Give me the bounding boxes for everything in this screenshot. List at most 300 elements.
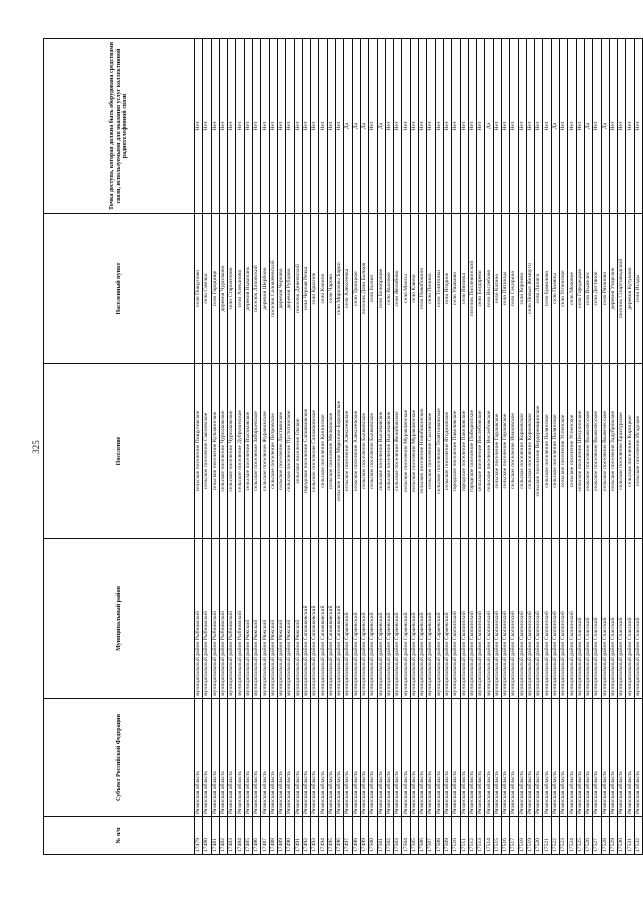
table-row [294, 39, 302, 855]
cell-num: 17516 [501, 817, 509, 855]
cell-locality: село Успенское [560, 214, 568, 364]
cell-access: Нет [211, 39, 219, 214]
cell-locality: село Ушаково [452, 214, 460, 364]
cell-district: муниципальный район Сараевский [419, 539, 427, 699]
cell-access: Нет [269, 39, 277, 214]
cell-locality: село Мансы [402, 214, 410, 364]
table-row [286, 39, 294, 855]
cell-num: 17531 [626, 817, 634, 855]
cell-access: Нет [327, 39, 335, 214]
cell-access: Да [344, 39, 352, 214]
table-body [195, 39, 643, 855]
cell-settlement: сельское поселение Алексеевское [352, 364, 360, 539]
cell-access: Да [551, 39, 559, 214]
cell-subject: Рязанская область [219, 699, 227, 817]
cell-locality: село Черная Речка [302, 214, 310, 364]
cell-num: 17506 [419, 817, 427, 855]
cell-locality: село Старолетово [228, 214, 236, 364]
cell-access: Нет [319, 39, 327, 214]
cell-num: 17494 [319, 817, 327, 855]
cell-district: муниципальный район Сапожковский [311, 539, 319, 699]
cell-locality: село Ермолово [543, 214, 551, 364]
cell-district: муниципальный район Спасский [601, 539, 609, 699]
table-row [244, 39, 252, 855]
cell-num: 17480 [203, 817, 211, 855]
table-row [452, 39, 460, 855]
cell-access: Нет [618, 39, 626, 214]
cell-num: 17514 [485, 817, 493, 855]
cell-num: 17491 [294, 817, 302, 855]
cell-settlement: сельское поселение Шелухинское [576, 364, 584, 539]
cell-subject: Рязанская область [493, 699, 501, 817]
cell-subject: Рязанская область [518, 699, 526, 817]
cell-num: 17495 [327, 817, 335, 855]
cell-settlement: сельское поселение Высоковское [377, 364, 385, 539]
cell-subject: Рязанская область [460, 699, 468, 817]
table-row [219, 39, 227, 855]
cell-district: муниципальный район Скопинский [485, 539, 493, 699]
cell-subject: Рязанская область [253, 699, 261, 817]
cell-district: муниципальный район Скопинский [468, 539, 476, 699]
cell-subject: Рязанская область [543, 699, 551, 817]
cell-settlement: сельское поселение Выжелесское [584, 364, 592, 539]
cell-locality: село Троицкое [352, 214, 360, 364]
cell-locality: село Богдарево [477, 214, 485, 364]
cell-locality: поселок Дачи Бычков [360, 214, 368, 364]
table-row [253, 39, 261, 855]
cell-access: Нет [609, 39, 617, 214]
cell-district: муниципальный район Скопинский [452, 539, 460, 699]
table-row [634, 39, 642, 855]
cell-num: 17485 [244, 817, 252, 855]
cell-district: муниципальный район Ряжский [294, 539, 302, 699]
cell-num: 17484 [236, 817, 244, 855]
cell-subject: Рязанская область [277, 699, 285, 817]
cell-subject: Рязанская область [311, 699, 319, 817]
table-row [327, 39, 335, 855]
cell-settlement: сельское поселение Пощуповское [195, 364, 203, 539]
cell-settlement: сельское поселение Успенское [568, 364, 576, 539]
cell-district: муниципальный район Спасский [609, 539, 617, 699]
cell-access: Нет [369, 39, 377, 214]
cell-access: Нет [203, 39, 211, 214]
cell-access: Да [584, 39, 592, 214]
cell-num: 17487 [261, 817, 269, 855]
cell-locality: село Корнево [518, 214, 526, 364]
cell-locality: село Ягодное [443, 214, 451, 364]
cell-district: муниципальный район Спасский [626, 539, 634, 699]
cell-subject: Рязанская область [427, 699, 435, 817]
cell-num: 17486 [253, 817, 261, 855]
cell-access: Нет [576, 39, 584, 214]
cell-settlement: сельское поселение Сапожковское [311, 364, 319, 539]
cell-access: Да [601, 39, 609, 214]
cell-access: Нет [294, 39, 302, 214]
cell-num: 17510 [452, 817, 460, 855]
cell-access: Нет [568, 39, 576, 214]
cell-access: Нет [460, 39, 468, 214]
cell-num: 17497 [344, 817, 352, 855]
cell-subject: Рязанская область [319, 699, 327, 817]
cell-locality: село Канино [319, 214, 327, 364]
table-row [195, 39, 203, 855]
cell-num: 17492 [302, 817, 310, 855]
cell-access: Нет [419, 39, 427, 214]
cell-access: Нет [535, 39, 543, 214]
cell-num: 17513 [477, 817, 485, 855]
cell-subject: Рязанская область [609, 699, 617, 817]
table-row [427, 39, 435, 855]
cell-settlement: сельское поселение Выжелесское [601, 364, 609, 539]
cell-locality: село Новые Жемчуги [526, 214, 534, 364]
cell-access: Нет [435, 39, 443, 214]
table-row [584, 39, 592, 855]
cell-num: 17509 [443, 817, 451, 855]
cell-access: Нет [261, 39, 269, 214]
table-row [618, 39, 626, 855]
header-settlement: Поселение [44, 364, 195, 539]
cell-access: Нет [443, 39, 451, 214]
cell-district: муниципальный район Сапожковский [319, 539, 327, 699]
cell-access: Нет [277, 39, 285, 214]
cell-num: 17530 [618, 817, 626, 855]
table-row [535, 39, 543, 855]
cell-num: 17520 [535, 817, 543, 855]
cell-locality: село Белоорлове [377, 214, 385, 364]
cell-settlement: сельское поселение Морозово-Борковское [336, 364, 344, 539]
cell-access: Нет [385, 39, 393, 214]
cell-locality: село Чарово [327, 214, 335, 364]
cell-subject: Рязанская область [228, 699, 236, 817]
table-row [601, 39, 609, 855]
cell-district: муниципальный район Сараевский [427, 539, 435, 699]
header-district: Муниципальный район [44, 539, 195, 699]
table-row [568, 39, 576, 855]
cell-access: Нет [236, 39, 244, 214]
cell-access: Нет [286, 39, 294, 214]
cell-access: Нет [311, 39, 319, 214]
cell-locality: деревня Кутуково [626, 214, 634, 364]
cell-access: Нет [336, 39, 344, 214]
cell-district: муниципальный район Скопинский [535, 539, 543, 699]
cell-subject: Рязанская область [236, 699, 244, 817]
table-row [501, 39, 509, 855]
cell-settlement: сельское поселение Задубровское [609, 364, 617, 539]
cell-settlement: сельское поселение Окское [294, 364, 302, 539]
cell-subject: Рязанская область [535, 699, 543, 817]
cell-subject: Рязанская область [294, 699, 302, 817]
cell-num: 17502 [385, 817, 393, 855]
cell-locality: поселок Лиховский [253, 214, 261, 364]
cell-num: 17521 [543, 817, 551, 855]
cell-access: Нет [410, 39, 418, 214]
cell-access: Нет [468, 39, 476, 214]
cell-subject: Рязанская область [419, 699, 427, 817]
cell-settlement: сельское поселение Желобовское [394, 364, 402, 539]
cell-num: 17501 [377, 817, 385, 855]
cell-num: 17526 [584, 817, 592, 855]
table-row [626, 39, 634, 855]
cell-subject: Рязанская область [593, 699, 601, 817]
header-row [44, 39, 195, 855]
table-row [609, 39, 617, 855]
cell-access: Нет [195, 39, 203, 214]
cell-num: 17518 [518, 817, 526, 855]
cell-subject: Рязанская область [560, 699, 568, 817]
cell-district: муниципальный район Сараевский [369, 539, 377, 699]
cell-subject: Рязанская область [203, 699, 211, 817]
cell-subject: Рязанская область [435, 699, 443, 817]
cell-locality: село Пятницы [501, 214, 509, 364]
cell-locality: село Выжелес [584, 214, 592, 364]
table-row [385, 39, 393, 855]
cell-subject: Рязанская область [468, 699, 476, 817]
cell-settlement: сельское поселение Полянское [543, 364, 551, 539]
cell-num: 17523 [560, 817, 568, 855]
cell-subject: Рязанская область [443, 699, 451, 817]
table-row [394, 39, 402, 855]
cell-num: 17500 [369, 817, 377, 855]
cell-settlement: сельское поселение Бычковское [360, 364, 368, 539]
cell-access: Нет [626, 39, 634, 214]
cell-settlement: сельское поселение Кузьминское [211, 364, 219, 539]
cell-locality: деревня Шербово [261, 214, 269, 364]
cell-locality: село Моховое [568, 214, 576, 364]
cell-district: муниципальный район Сараевский [385, 539, 393, 699]
cell-subject: Рязанская область [576, 699, 584, 817]
cell-num: 17512 [468, 817, 476, 855]
table-row [510, 39, 518, 855]
cell-num: 17524 [568, 817, 576, 855]
cell-district: муниципальный район Спасский [634, 539, 642, 699]
register-table [43, 38, 643, 855]
cell-settlement: городское поселение Сапожковское [302, 364, 310, 539]
cell-district: муниципальный район Скопинский [460, 539, 468, 699]
cell-subject: Рязанская область [352, 699, 360, 817]
cell-locality: село Новобокино [419, 214, 427, 364]
cell-num: 17525 [576, 817, 584, 855]
table-row [336, 39, 344, 855]
cell-subject: Рязанская область [302, 699, 310, 817]
cell-locality: село Рязаново [601, 214, 609, 364]
cell-district: муниципальный район Скопинский [560, 539, 568, 699]
cell-locality: село Дегтяное [593, 214, 601, 364]
table-row [468, 39, 476, 855]
cell-num: 17532 [634, 817, 642, 855]
cell-settlement: сельское поселение Мелковское [327, 364, 335, 539]
cell-subject: Рязанская область [526, 699, 534, 817]
cell-settlement: сельское поселение Смеловское [203, 364, 211, 539]
cell-access: Нет [501, 39, 509, 214]
cell-settlement: сельское поселение Высоковское [244, 364, 252, 539]
cell-access: Да [360, 39, 368, 214]
cell-num: 17522 [551, 817, 559, 855]
cell-settlement: сельское поселение Корневское [526, 364, 534, 539]
cell-num: 17488 [269, 817, 277, 855]
cell-settlement: сельское поселение Чурилковское [228, 364, 236, 539]
cell-district: муниципальный район Ряжский [261, 539, 269, 699]
cell-subject: Рязанская область [211, 699, 219, 817]
page-number: 325 [31, 440, 41, 454]
cell-num: 17499 [360, 817, 368, 855]
cell-subject: Рязанская область [377, 699, 385, 817]
cell-num: 17482 [219, 817, 227, 855]
cell-district: муниципальный район Скопинский [493, 539, 501, 699]
cell-district: муниципальный район Скопинский [543, 539, 551, 699]
cell-locality: село Ключи [410, 214, 418, 364]
cell-locality: поселок Спиртзаводский [618, 214, 626, 364]
cell-access: Нет [302, 39, 310, 214]
cell-subject: Рязанская область [195, 699, 203, 817]
cell-settlement: сельское поселение Листвянское [277, 364, 285, 539]
cell-settlement: сельское поселение Канинское [319, 364, 327, 539]
header-num: № п/п [44, 817, 195, 855]
header-locality: Населенный пункт [44, 214, 195, 364]
table-row [493, 39, 501, 855]
cell-locality: село Городище [211, 214, 219, 364]
table-row [576, 39, 584, 855]
cell-subject: Рязанская область [618, 699, 626, 817]
cell-num: 17498 [352, 817, 360, 855]
table-row [477, 39, 485, 855]
cell-subject: Рязанская область [452, 699, 460, 817]
cell-locality: поселок Соловачевский [269, 214, 277, 364]
cell-settlement: сельское поселение Дубровичское [236, 364, 244, 539]
cell-access: Нет [253, 39, 261, 214]
cell-num: 17479 [195, 817, 203, 855]
cell-locality: село Исады [634, 214, 642, 364]
cell-access: Нет [427, 39, 435, 214]
cell-locality: село Желобово [394, 214, 402, 364]
cell-locality: деревня Рубцово [286, 214, 294, 364]
cell-district: муниципальный район Спасский [618, 539, 626, 699]
cell-district: муниципальный район Ряжский [277, 539, 285, 699]
cell-settlement: сельское поселение Муравлянское [410, 364, 418, 539]
cell-settlement: сельское поселение Муравлянское [402, 364, 410, 539]
cell-district: муниципальный район Скопинский [501, 539, 509, 699]
cell-district: муниципальный район Скопинский [510, 539, 518, 699]
cell-settlement: сельское поселение Вердеревщинское [535, 364, 543, 539]
cell-district: муниципальный район Ряжский [253, 539, 261, 699]
cell-locality: село Алексеевка [344, 214, 352, 364]
cell-access: Нет [402, 39, 410, 214]
cell-subject: Рязанская область [601, 699, 609, 817]
cell-subject: Рязанская область [385, 699, 393, 817]
cell-district: муниципальный район Сараевский [435, 539, 443, 699]
cell-settlement: сельское поселение Петровское [269, 364, 277, 539]
cell-settlement: сельское поселение Ягодновское [443, 364, 451, 539]
cell-access: Нет [560, 39, 568, 214]
cell-num: 17493 [311, 817, 319, 855]
table-row [236, 39, 244, 855]
cell-settlement: сельское поселение Высоковское [385, 364, 393, 539]
cell-locality: село Пичики [427, 214, 435, 364]
cell-locality: село Секирино [510, 214, 518, 364]
table-row [518, 39, 526, 855]
cell-subject: Рязанская область [244, 699, 252, 817]
table-row [485, 39, 493, 855]
cell-num: 17507 [427, 817, 435, 855]
cell-locality: село Алеканово [236, 214, 244, 364]
cell-access: Нет [477, 39, 485, 214]
cell-district: муниципальный район Сараевский [443, 539, 451, 699]
cell-settlement: сельское поселение Корневское [518, 364, 526, 539]
cell-access: Нет [510, 39, 518, 214]
cell-num: 17508 [435, 817, 443, 855]
cell-num: 17490 [286, 817, 294, 855]
cell-locality: село Телятники [435, 214, 443, 364]
cell-access: Нет [543, 39, 551, 214]
cell-num: 17528 [601, 817, 609, 855]
cell-subject: Рязанская область [477, 699, 485, 817]
cell-subject: Рязанская область [336, 699, 344, 817]
cell-subject: Рязанская область [269, 699, 277, 817]
cell-district: муниципальный район Ряжский [244, 539, 252, 699]
cell-settlement: сельское поселение Сысоевское [427, 364, 435, 539]
cell-district: муниципальный район Скопинский [477, 539, 485, 699]
cell-access: Нет [452, 39, 460, 214]
cell-settlement: сельское поселение Кирицкое [626, 364, 634, 539]
cell-num: 17527 [593, 817, 601, 855]
table-row [261, 39, 269, 855]
cell-subject: Рязанская область [369, 699, 377, 817]
cell-district: муниципальный район Спасский [593, 539, 601, 699]
table-row [360, 39, 368, 855]
cell-district: муниципальный район Скопинский [518, 539, 526, 699]
cell-subject: Рязанская область [634, 699, 642, 817]
cell-district: муниципальный район Рыбновский [219, 539, 227, 699]
table-row [319, 39, 327, 855]
cell-num: 17483 [228, 817, 236, 855]
cell-subject: Рязанская область [410, 699, 418, 817]
cell-settlement: сельское поселение Бычковское [369, 364, 377, 539]
cell-district: муниципальный район Сараевский [344, 539, 352, 699]
table-row [344, 39, 352, 855]
table-row [352, 39, 360, 855]
cell-locality: село Красное [311, 214, 319, 364]
cell-subject: Рязанская область [568, 699, 576, 817]
cell-locality: село Липяги [535, 214, 543, 364]
cell-subject: Рязанская область [286, 699, 294, 817]
cell-subject: Рязанская область [344, 699, 352, 817]
table-row [543, 39, 551, 855]
table-row [410, 39, 418, 855]
cell-district: муниципальный район Ряжский [286, 539, 294, 699]
cell-access: Нет [634, 39, 642, 214]
cell-num: 17481 [211, 817, 219, 855]
cell-district: муниципальный район Сараевский [410, 539, 418, 699]
cell-settlement: сельское поселение Вослебовское [477, 364, 485, 539]
cell-district: муниципальный район Сараевский [360, 539, 368, 699]
cell-district: муниципальный район Скопинский [526, 539, 534, 699]
cell-locality: село Катино [493, 214, 501, 364]
cell-district: муниципальный район Рыбновский [195, 539, 203, 699]
cell-district: муниципальный район Сараевский [402, 539, 410, 699]
cell-subject: Рязанская область [510, 699, 518, 817]
cell-num: 17504 [402, 817, 410, 855]
cell-subject: Рязанская область [402, 699, 410, 817]
cell-locality: село Вослебово [485, 214, 493, 364]
cell-num: 17505 [410, 817, 418, 855]
table-row [460, 39, 468, 855]
cell-subject: Рязанская область [584, 699, 592, 817]
cell-locality: село Пощупово [195, 214, 203, 364]
cell-locality: деревня Чурилково [219, 214, 227, 364]
cell-district: муниципальный район Сараевский [377, 539, 385, 699]
header-access-point: Точка доступа, которая должна быть оборудована средствами связи, используемыми для оказания услуг коллективной радиотелефонной связи [44, 39, 195, 214]
table-row [435, 39, 443, 855]
cell-num: 17496 [336, 817, 344, 855]
